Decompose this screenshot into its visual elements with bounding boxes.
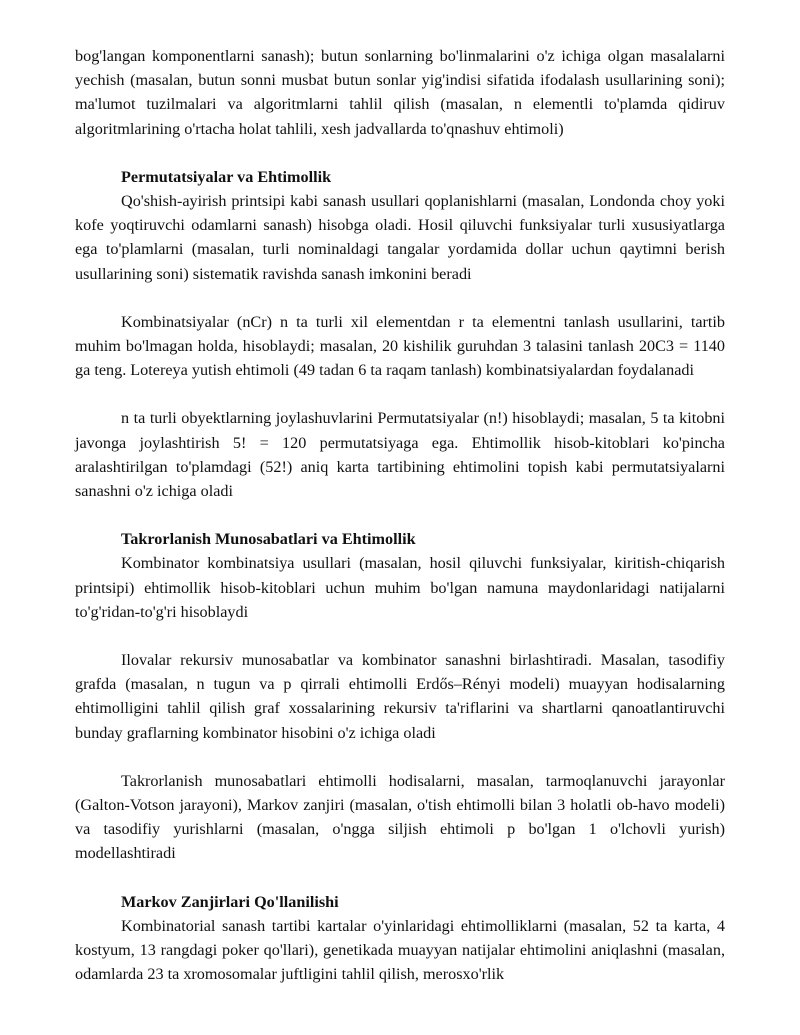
section-heading-recurrence-relations: Takrorlanish Munosabatlari va Ehtimollik bbox=[121, 530, 416, 549]
paragraph-continuation: bog'langan komponentlarni sanash); butun sonlarning bo'linmalarini o'z ichiga olgan masalalarni yechish (masalan, butun sonni musbat butun sonlar yig'indisi sifatida ifodalash usullarining soni); ma'lumot tuzilmalari va algoritmlarni tahlil qilish (masalan, n elementli to'plamda qidiruv algoritmlarining o'rtacha holat tahlili, xesh jadvallarda to'qnashuv ehtimoli) bbox=[75, 47, 725, 138]
paragraph-combinatorial-methods: Kombinator kombinatsiya usullari (masalan, hosil qiluvchi funksiyalar, kiritish-chiqarish printsipi) ehtimollik hisob-kitoblari uchun muhim bo'lgan namuna maydonlaridagi natijalarni to'g'ridan-to'g'ri hisoblaydi bbox=[75, 554, 725, 621]
paragraph-combinations: Kombinatsiyalar (nCr) n ta turli xil elementdan r ta elementni tanlash usullarini, tartib muhim bo'lmagan holda, hisoblaydi; masalan, 20 kishilik guruhdan 3 talasini tanlash 20C3 = 1140 ga teng. Lotereya yutish ehtimoli (49 tadan 6 ta raqam tanlash) kombinatsiyalardan foydalanadi bbox=[75, 312, 725, 380]
paragraph-combinatorial-counting: Kombinatorial sanash tartibi kartalar o'yinlaridagi ehtimolliklarni (masalan, 52 ta karta, 4 kostyum, 13 rangdagi poker qo'llari), genetikada muayyan natijalar ehtimolini aniqlashni (masalan, odamlarda 23 ta xromosomalar juftligini tahlil qilish, merosxo'rlik bbox=[75, 916, 725, 984]
paragraph-inclusion-exclusion: Qo'shish-ayirish printsipi kabi sanash usullari qoplanishlarni (masalan, Londonda choy yoki kofe yoqtiruvchi odamlarni sanash) hisobga oladi. Hosil qiluvchi funksiyalar turli xususiyatlarga ega to'plamlarni (masalan, turli nominaldagi tangalar yordamida dollar uchun qaytimni berish usullarining soni) sistematik ravishda sanash imkonini beradi bbox=[75, 192, 725, 283]
paragraph-permutations: n ta turli obyektlarning joylashuvlarini Permutatsiyalar (n!) hisoblaydi; masalan, 5 ta kitobni javonga joylashtirish 5! = 120 permutatsiyaga ega. Ehtimollik hisob-kitoblari ko'pincha aralashtirilgan to'plamdagi (52!) aniq karta tartibining ehtimolini topish kabi permutatsiyalarni sanashni o'z ichiga oladi bbox=[75, 409, 725, 501]
section-heading-permutations-probability: Permutatsiyalar va Ehtimollik bbox=[121, 167, 332, 186]
section-heading-markov-chains: Markov Zanjirlari Qo'llanilishi bbox=[121, 892, 339, 911]
paragraph-applications: Ilovalar rekursiv munosabatlar va kombinator sanashni birlashtiradi. Masalan, tasodifiy grafda (masalan, n tugun va p qirrali ehtimolli Erdős–Rényi modeli) muayyan hodisalarning ehtimolligini tahlil qilish graf xossalarining rekursiv ta'riflarini va shartlarni qanoatlantiruvchi bunday graflarning kombinator hisobini o'z ichiga oladi bbox=[75, 651, 725, 742]
paragraph-recurrence-models: Takrorlanish munosabatlari ehtimolli hodisalarni, masalan, tarmoqlanuvchi jarayonlar (Galton-Votson jarayoni), Markov zanjiri (masalan, o'tish ehtimolli bilan 3 holatli ob-havo modeli) va tasodifiy yurishlarni (masalan, o'ngga siljish ehtimoli p bo'lgan 1 o'lchovli yurish) modellashtiradi bbox=[75, 771, 725, 863]
